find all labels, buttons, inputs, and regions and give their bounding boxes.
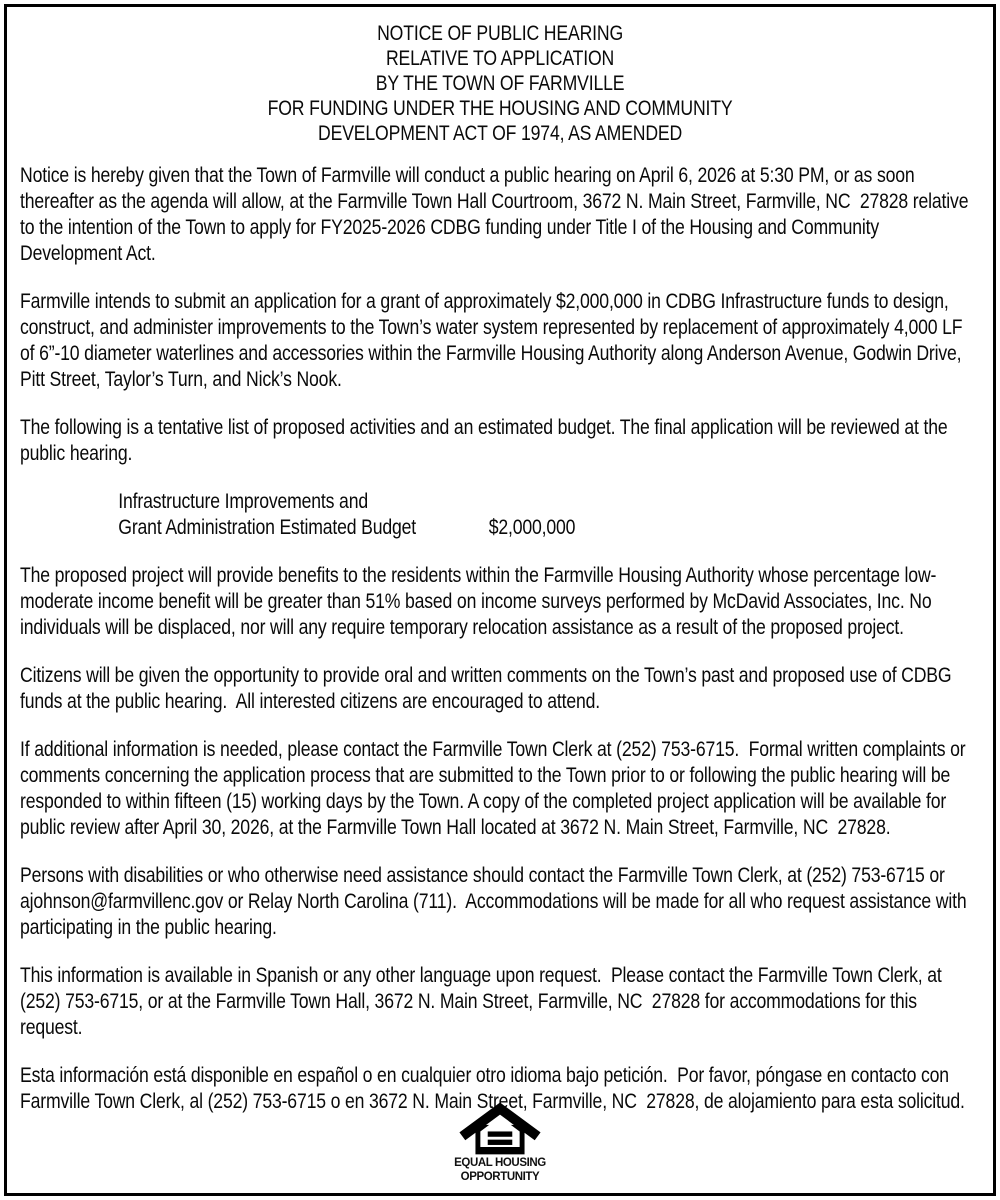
- heading-line: FOR FUNDING UNDER THE HOUSING AND COMMUNITY: [267, 97, 733, 120]
- heading-line: RELATIVE TO APPLICATION: [385, 47, 615, 70]
- notice-paragraph-citizen-comments: Citizens will be given the opportunity to provide oral and written comments on the Town’s past and proposed use of CDBG funds at the public hearing. All interested citizens are encouraged to attend.: [20, 664, 957, 713]
- logo-caption-line1: EQUAL HOUSING: [454, 1157, 546, 1169]
- logo-caption-line2: OPPORTUNITY: [460, 1170, 540, 1183]
- heading-line: BY THE TOWN OF FARMVILLE: [375, 72, 625, 95]
- equal-housing-house-icon: [459, 1102, 541, 1156]
- notice-paragraph-spanish: Esta información está disponible en español o en cualquier otro idioma bajo petición. Por favor, póngase en contacto con Farmville Town Clerk, al (252) 753-6715 o en 3672 N. Main Street, Farmville, NC 27828, de alojamiento para esta solicitud.: [20, 1064, 965, 1113]
- budget-line2: [118, 515, 980, 541]
- notice-paragraph-additional-info: If additional information is needed, please contact the Farmville Town Clerk at (252) 753-6715. Formal written complaints or comments concerning the application process that are submitted to the Town prior to or following the public hearing will be responded to within fifteen (15) working days by the Town. A copy of the completed project application will be available for public review after April 30, 2026, at the Farmville Town Hall located at 3672 N. Main Street, Farmville, NC 27828.: [20, 738, 971, 839]
- budget-amount: $2,000,000: [488, 516, 576, 539]
- notice-paragraph-tentative-list: The following is a tentative list of proposed activities and an estimated budget. The final application will be reviewed at the public hearing.: [20, 416, 953, 465]
- notice-heading: [20, 21, 980, 146]
- budget-label: Grant Administration Estimated Budget: [118, 516, 417, 539]
- notice-paragraph-grant-description: Farmville intends to submit an application for a grant of approximately $2,000,000 in CDBG Infrastructure funds to design, construct, and administer improvements to the Town’s water system represented by replacement of approximately 4,000 LF of 6”-10 diameter waterlines and accessories within the Farmville Housing Authority along Anderson Avenue, Godwin Drive, Pitt Street, Taylor’s Turn, and Nick’s Nook.: [20, 290, 968, 391]
- notice-paragraph-hearing-date: Notice is hereby given that the Town of Farmville will conduct a public hearing on April 6, 2026 at 5:30 PM, or as soon thereafter as the agenda will allow, at the Farmville Town Hall Courtroom, 3672 N. Main Street, Farmville, NC 27828 relative to the intention of the Town to apply for FY2025-2026 CDBG funding under Title I of the Housing and Community Development Act.: [20, 164, 974, 265]
- budget-line1: Infrastructure Improvements and: [118, 490, 368, 513]
- equal-housing-opportunity-logo: [400, 1102, 600, 1183]
- notice-paragraph-benefits: The proposed project will provide benefits to the residents within the Farmville Housing Authority whose percentage low-moderate income benefit will be greater than 51% based on income surveys performed by McDavid Associates, Inc. No individuals will be displaced, nor will any require temporary relocation assistance as a result of the proposed project.: [20, 564, 937, 639]
- budget-block: [118, 489, 980, 541]
- notice-paragraph-language-access: This information is available in Spanish or any other language upon request. Please contact the Farmville Town Clerk, at (252) 753-6715, or at the Farmville Town Hall, 3672 N. Main Street, Farmville, NC 27828 for accommodations for this request.: [20, 964, 947, 1039]
- notice-document: [20, 21, 980, 1137]
- heading-line: DEVELOPMENT ACT OF 1974, AS AMENDED: [318, 122, 683, 145]
- notice-paragraph-disabilities: Persons with disabilities or who otherwise need assistance should contact the Farmville Town Clerk, at (252) 753-6715 or ajohnson@farmvillenc.gov or Relay North Carolina (711). Accommodations will be made for all who request assistance with participating in the public hearing.: [20, 864, 972, 939]
- heading-line: NOTICE OF PUBLIC HEARING: [377, 22, 624, 45]
